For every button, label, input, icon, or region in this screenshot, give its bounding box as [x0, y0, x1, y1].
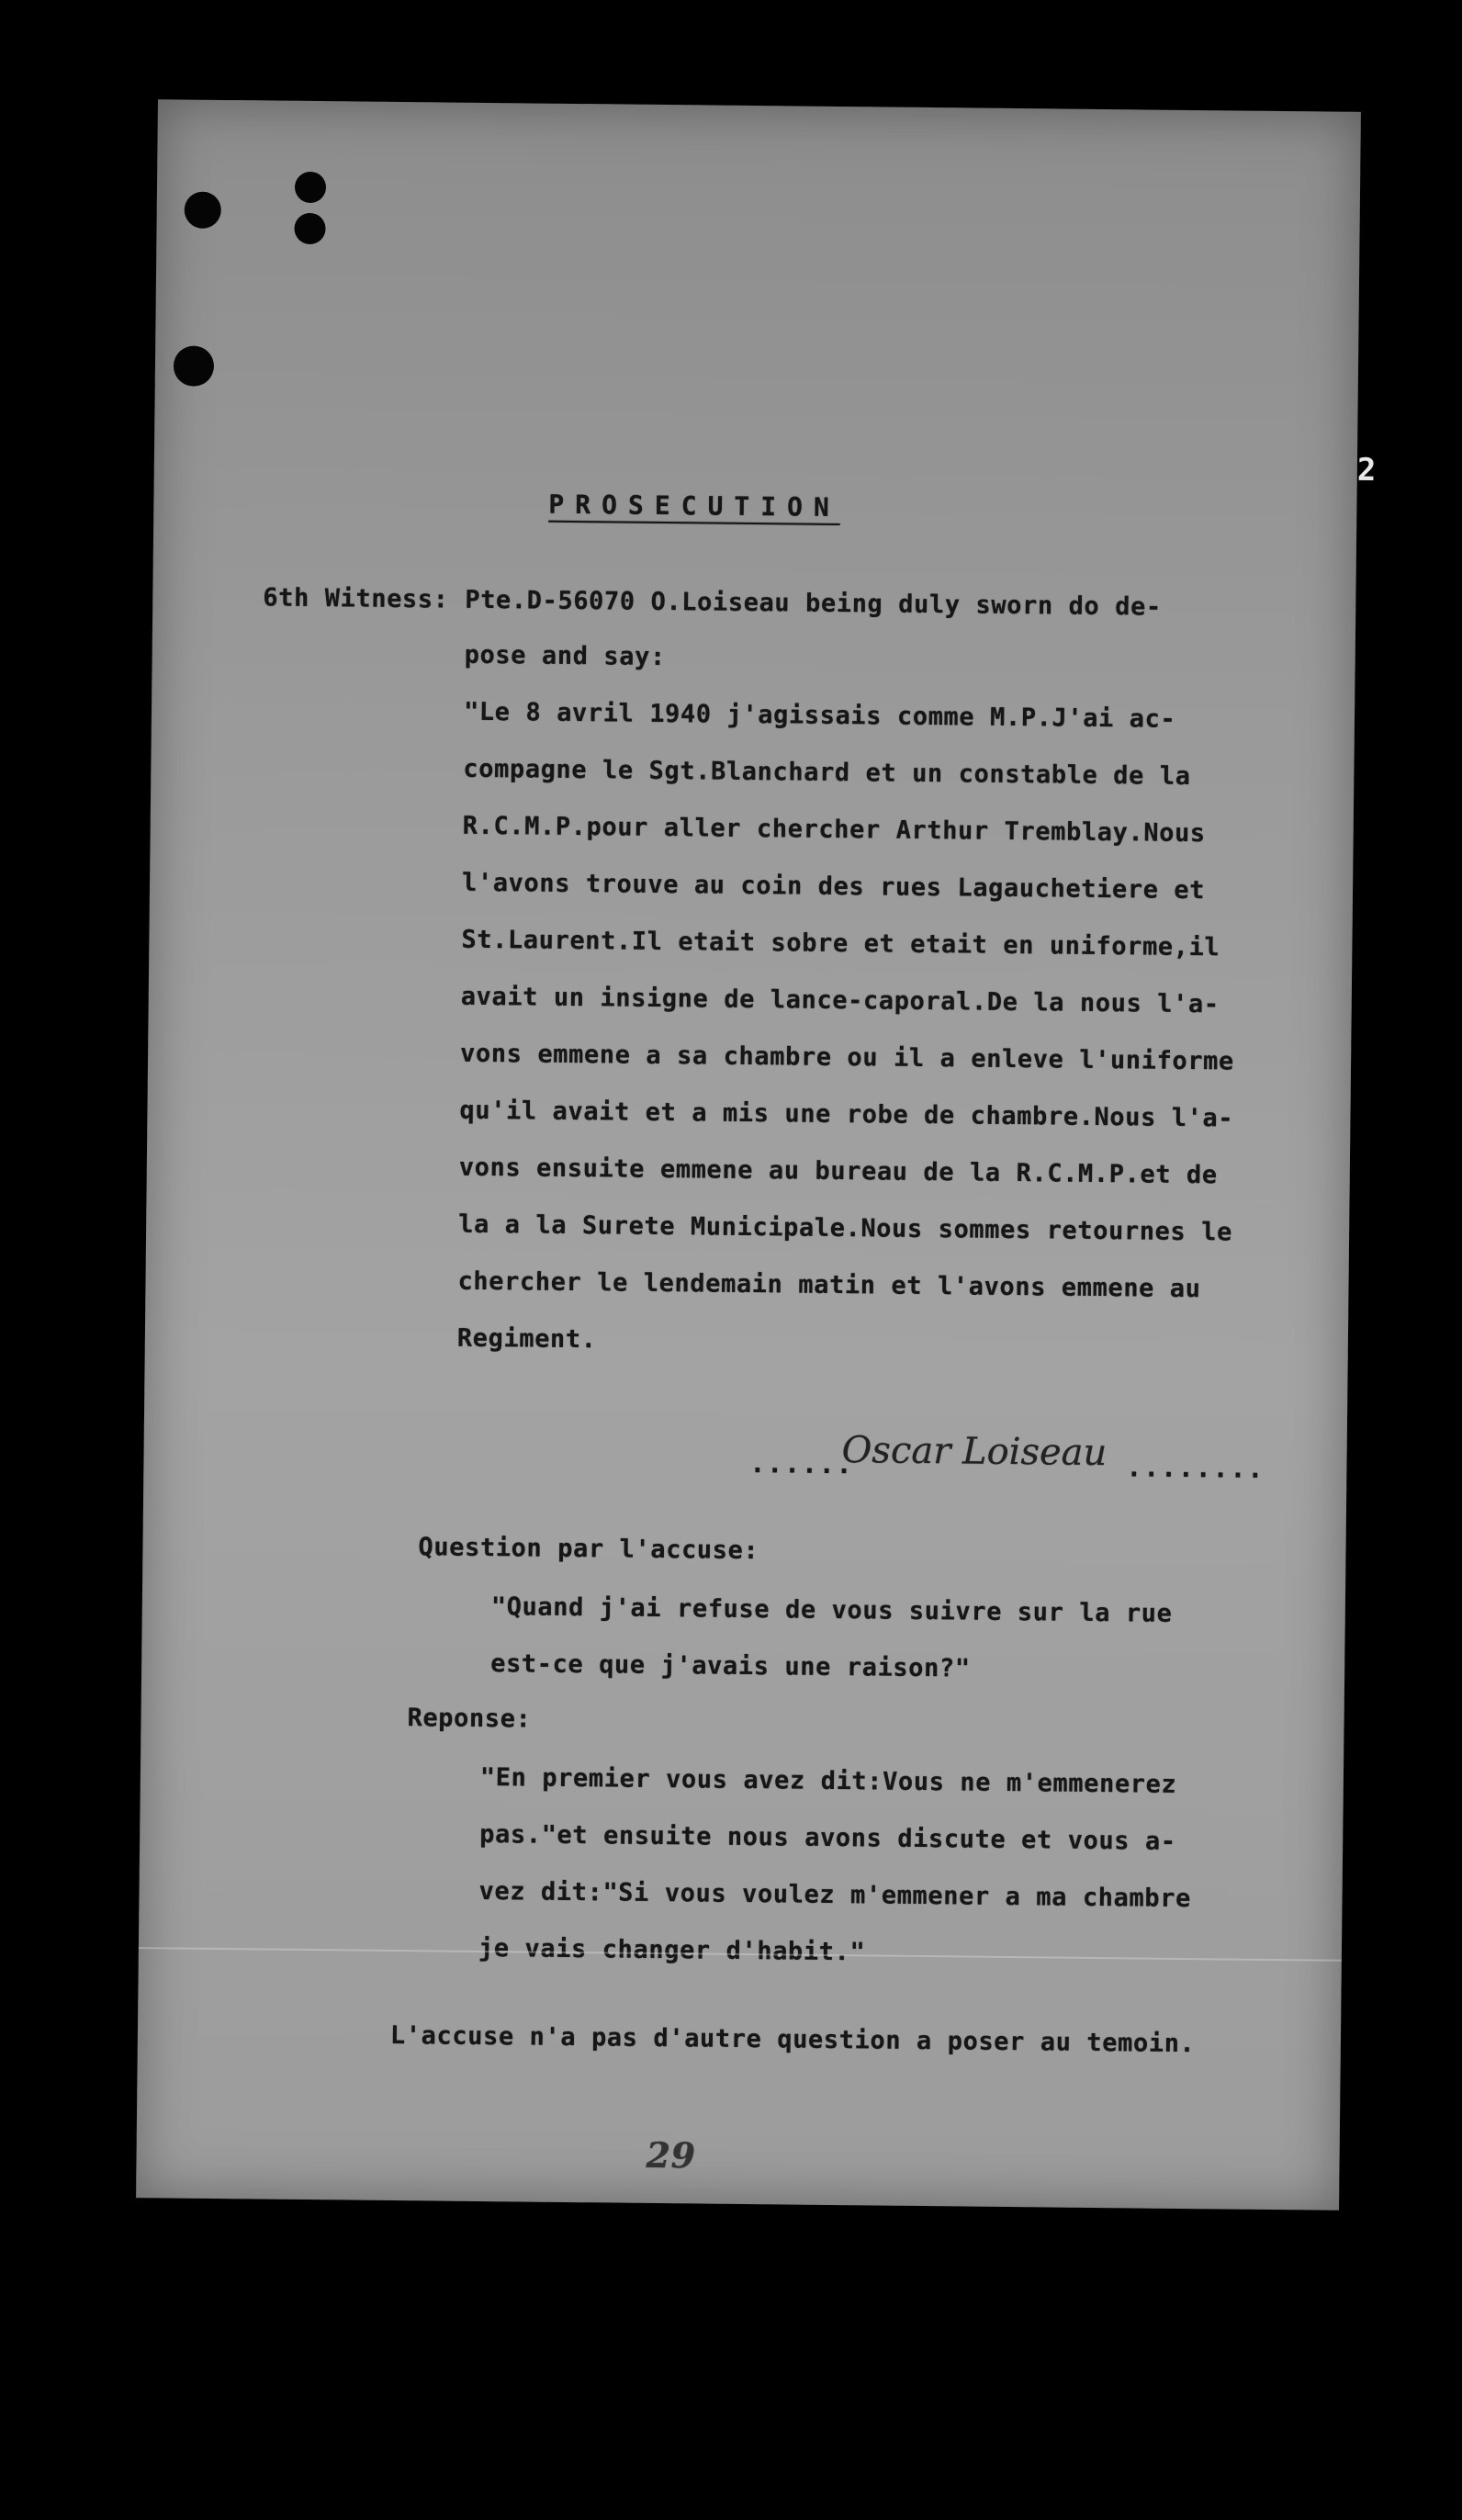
binder-hole-4	[174, 345, 214, 386]
question-line: est-ce que j'avais une raison?"	[490, 1649, 971, 1683]
witness-line: pose and say:	[464, 640, 666, 672]
witness-line: "Le 8 avril 1940 j'agissais comme M.P.J'ai ac-	[463, 697, 1176, 734]
witness-line: Regiment.	[456, 1323, 597, 1355]
margin-mark: 2	[1356, 451, 1378, 489]
witness-line: compagne le Sgt.Blanchard et un constable de la	[463, 754, 1191, 792]
witness-line: avait un insigne de lance-caporal.De la nous l'a-	[460, 982, 1220, 1019]
signature-dots-right: ........	[1126, 1452, 1265, 1484]
witness-line: l'avons trouve au coin des rues Lagauchetiere et	[461, 868, 1206, 906]
answer-line: pas."et ensuite nous avons discute et vous a-	[479, 1819, 1176, 1856]
witness-line: vons emmene a sa chambre ou il a enleve l'uniforme	[459, 1039, 1235, 1076]
witness-line: St.Laurent.Il etait sobre et etait en uniforme,il	[461, 925, 1220, 962]
witness-line: Pte.D-56070 O.Loiseau being duly sworn do de-	[465, 585, 1162, 622]
question-line: "Quand j'ai refuse de vous suivre sur la rue	[490, 1592, 1173, 1628]
witness-line: vons ensuite emmene au bureau de la R.C.M.P.et de	[458, 1153, 1218, 1190]
document-page	[136, 99, 1378, 2211]
page-heading: PROSECUTION	[548, 489, 840, 523]
question-label: Question par l'accuse:	[418, 1533, 759, 1566]
answer-label: Reponse:	[407, 1704, 532, 1734]
witness-label: 6th Witness:	[263, 583, 449, 614]
answer-line: je vais changer d'habit."	[478, 1933, 866, 1967]
signature: Oscar Loiseau	[841, 1429, 1108, 1475]
answer-line: "En premier vous avez dit:Vous ne m'emmenerez	[479, 1762, 1177, 1799]
closing-statement: L'accuse n'a pas d'autre question a poser au temoin.	[389, 2020, 1196, 2059]
page-number: 29	[646, 2133, 696, 2177]
answer-line: vez dit:"Si vous voulez m'emmener a ma chambre	[478, 1876, 1192, 1914]
signature-dots-left: ......	[749, 1448, 854, 1480]
witness-line: la a la Surete Municipale.Nous sommes retournes le	[458, 1209, 1233, 1247]
binder-hole-1	[185, 192, 221, 229]
binder-hole-2	[295, 172, 326, 203]
witness-line: R.C.M.P.pour aller chercher Arthur Tremblay.Nous	[462, 811, 1206, 849]
witness-line: qu'il avait et a mis une robe de chambre.Nous l'a-	[459, 1096, 1234, 1133]
binder-hole-3	[294, 213, 325, 244]
witness-line: chercher le lendemain matin et l'avons emmene au	[457, 1266, 1201, 1304]
